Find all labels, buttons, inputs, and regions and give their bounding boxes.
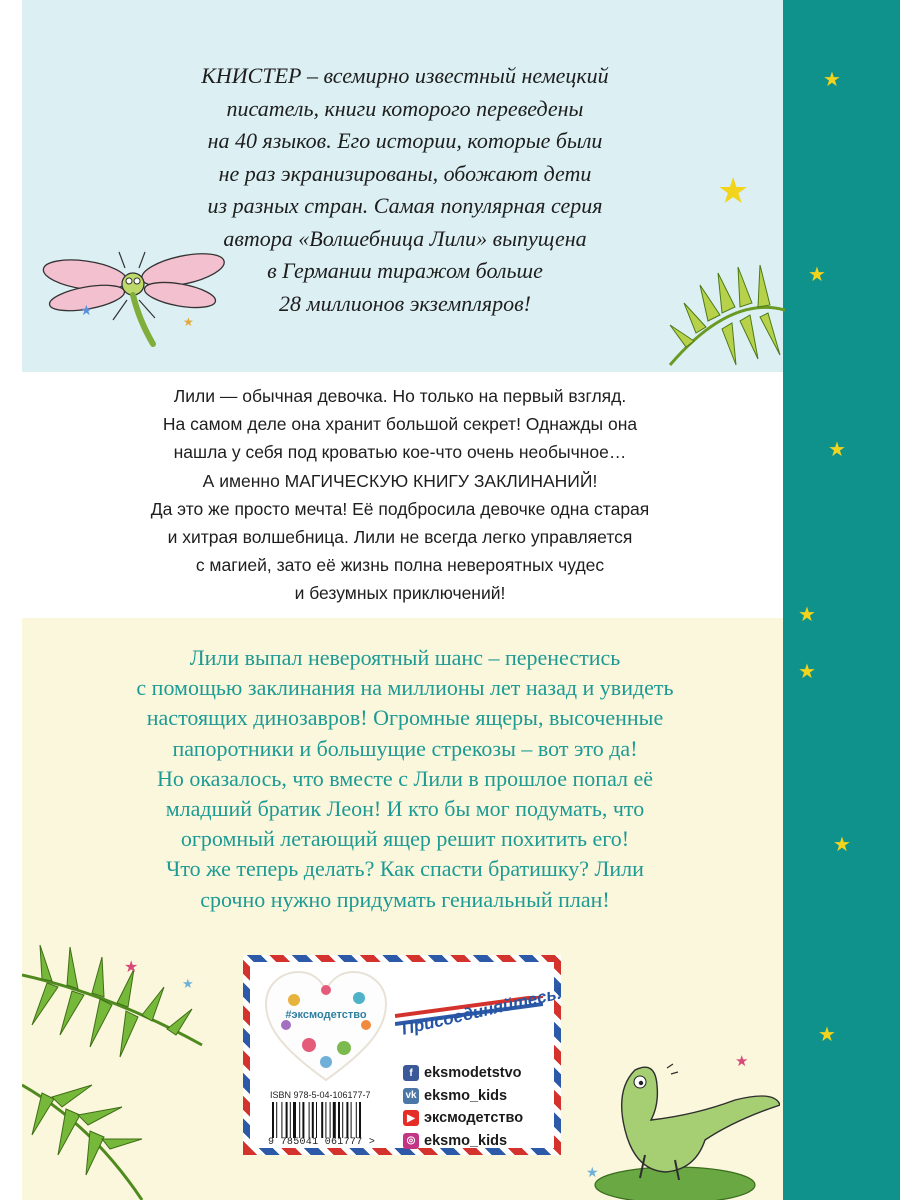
- social-label: eksmodetstvo: [424, 1065, 522, 1082]
- text-line: нашла у себя под кроватью кое-что очень необычное…: [173, 442, 627, 463]
- star-icon: ★: [828, 439, 846, 461]
- social-label: eksmo_kids: [424, 1132, 508, 1149]
- text-line: младший братик Леон! И кто бы мог подумать, что: [165, 796, 645, 822]
- publisher-sticker: [243, 955, 564, 1155]
- text-line: Да это же просто мечта! Её подбросила девочке одна старая: [150, 498, 650, 519]
- text-line: из разных стран. Самая популярная серия: [207, 193, 603, 218]
- social-label: eksmo_kids: [424, 1087, 508, 1104]
- social-link-vk[interactable]: [403, 1085, 553, 1108]
- text-line: автора «Волшебница Лили» выпущена: [223, 225, 587, 251]
- text-line: писатель, книги которого переведены: [226, 95, 584, 121]
- text-line: 28 миллионов экземпляров!: [279, 290, 531, 316]
- book-blurb: [100, 643, 710, 915]
- star-icon: ★: [586, 1166, 599, 1181]
- vk-icon: vk: [403, 1088, 419, 1104]
- social-link-youtube[interactable]: [403, 1107, 553, 1130]
- text-line: срочно нужно придумать гениальный план!: [200, 886, 610, 912]
- text-line: На самом деле она хранит большой секрет! Однажды она: [162, 414, 638, 435]
- facebook-icon: f: [403, 1065, 419, 1081]
- star-icon: ★: [808, 264, 826, 286]
- heart-icon: [264, 970, 388, 1085]
- text-line: Но оказалось, что вместе с Лили в прошлое попал её: [156, 765, 654, 791]
- text-line: на 40 языков. Его истории, которые были: [207, 128, 603, 153]
- text-line: в Германии тиражом больше: [267, 258, 543, 283]
- text-line: Что же теперь делать? Как спасти братишку? Лили: [166, 856, 644, 882]
- social-links: [403, 1062, 553, 1152]
- star-icon: ★: [80, 304, 93, 319]
- text-line: Лили выпал невероятный шанс – перенестись: [189, 645, 621, 670]
- hashtag-label: #эксмодетство: [285, 1009, 367, 1021]
- star-icon: ★: [183, 315, 194, 329]
- social-label: эксмодетство: [424, 1110, 524, 1127]
- isbn-label: ISBN 978-5-04-106177-7: [270, 1090, 371, 1100]
- text-line: и хитрая волшебница. Лили не всегда легко управляется: [167, 527, 633, 548]
- text-line: не раз экранизированы, обожают дети: [218, 160, 592, 186]
- star-icon: ★: [735, 1054, 749, 1070]
- star-icon: ★: [182, 976, 194, 991]
- text-line: КНИСТЕР – всемирно известный немецкий: [201, 63, 609, 88]
- barcode-number: 9 785041 061777 >: [268, 1137, 376, 1148]
- text-line: настоящих динозавров! Огромные ящеры, высоченные: [146, 705, 664, 731]
- star-icon: ★: [818, 1024, 836, 1046]
- instagram-icon: ◎: [403, 1133, 419, 1149]
- book-spine: [783, 0, 900, 1200]
- social-link-instagram[interactable]: [403, 1130, 553, 1153]
- text-line: огромный летающий ящер решит похитить его!: [180, 826, 630, 852]
- social-link-facebook[interactable]: [403, 1062, 553, 1085]
- star-icon: ★: [833, 834, 851, 856]
- star-icon: ★: [823, 69, 841, 91]
- barcode: [270, 1102, 390, 1140]
- star-icon: ★: [798, 661, 816, 683]
- star-icon: ★: [124, 959, 139, 976]
- fern-illustration: [22, 935, 222, 1200]
- dinosaur-illustration: [585, 1060, 780, 1200]
- join-heading: Присоединяйтесь!: [399, 983, 564, 1039]
- text-line: и безумных приключений!: [294, 583, 506, 604]
- text-line: с помощью заклинания на миллионы лет назад и увидеть: [136, 675, 674, 701]
- youtube-icon: ▶: [403, 1110, 419, 1126]
- text-line: с магией, зато её жизнь полна невероятных чудес: [195, 555, 605, 576]
- text-line: А именно МАГИЧЕСКУЮ КНИГУ ЗАКЛИНАНИЙ!: [202, 470, 598, 491]
- text-line: Лили — обычная девочка. Но только на первый взгляд.: [173, 386, 627, 406]
- series-blurb: [110, 382, 690, 608]
- star-icon: ★: [717, 171, 750, 211]
- star-icon: ★: [798, 604, 816, 626]
- text-line: папоротники и большущие стрекозы – вот это да!: [172, 735, 638, 761]
- author-blurb: [120, 60, 690, 320]
